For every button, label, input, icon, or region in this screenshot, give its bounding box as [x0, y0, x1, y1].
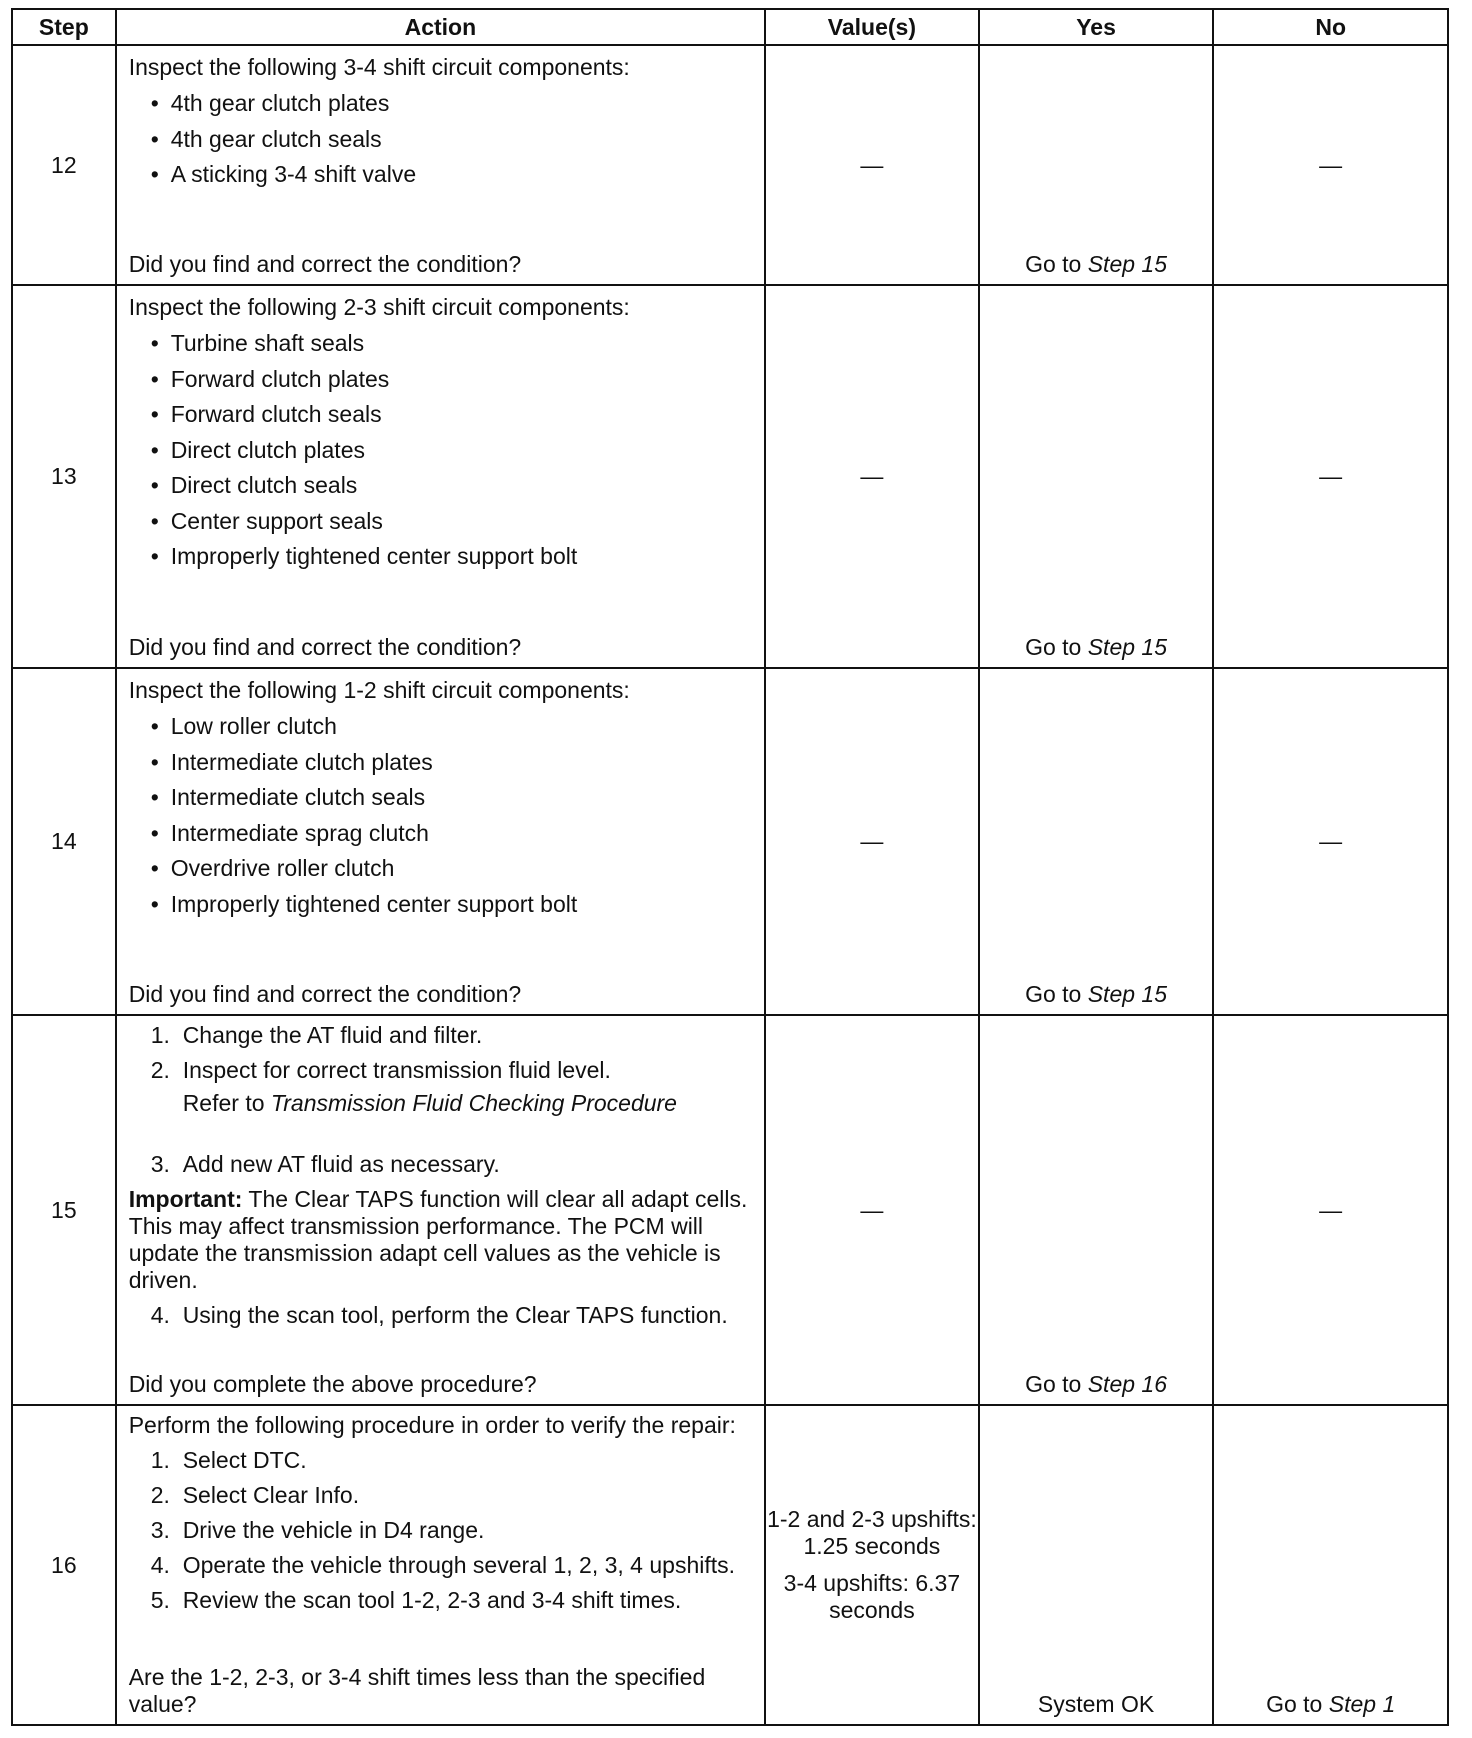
header-action: Action: [116, 9, 765, 45]
goto-prefix: Go to: [1025, 634, 1082, 660]
no-cell: —: [1213, 285, 1448, 668]
goto-prefix: Go to: [1025, 251, 1082, 277]
action-question: Did you find and correct the condition?: [128, 634, 522, 660]
item-text: Add new AT fluid as necessary.: [182, 1151, 500, 1177]
goto-prefix: Go to: [1025, 1371, 1082, 1397]
table-row: [12, 285, 1448, 668]
component-list: [129, 709, 754, 922]
yes-cell: [979, 285, 1214, 668]
no-cell: —: [1213, 668, 1448, 1015]
header-no: No: [1213, 9, 1448, 45]
list-item: [151, 1302, 754, 1329]
item-text: Select Clear Info.: [182, 1482, 360, 1508]
action-intro: Inspect the following 1-2 shift circuit components:: [128, 677, 630, 703]
action-cell: [116, 45, 765, 285]
action-cell: [116, 285, 765, 668]
yes-cell: [979, 45, 1214, 285]
procedure-list: [129, 1022, 754, 1117]
item-text: Review the scan tool 1-2, 2-3 and 3-4 shift times.: [182, 1587, 682, 1613]
item-text: Operate the vehicle through several 1, 2, 3, 4 upshifts.: [182, 1552, 736, 1578]
step-number: 12: [12, 45, 116, 285]
goto-prefix: Go to: [1266, 1691, 1323, 1717]
list-item: • Low roller clutch: [151, 709, 754, 745]
spec-values: [766, 1506, 978, 1624]
action-cell: [116, 1015, 765, 1405]
step-number: 13: [12, 285, 116, 668]
action-question: Did you find and correct the condition?: [128, 981, 522, 1007]
item-text: Inspect for correct transmission fluid level.: [182, 1057, 611, 1083]
list-item: • 4th gear clutch plates: [151, 86, 754, 122]
list-item: • Forward clutch seals: [151, 397, 754, 433]
action-cell: [116, 668, 765, 1015]
list-item: [151, 1022, 754, 1049]
no-cell: —: [1213, 45, 1448, 285]
item-number: 3.: [150, 1151, 170, 1177]
list-item: • Overdrive roller clutch: [151, 851, 754, 887]
reference-link: Transmission Fluid Checking Procedure: [270, 1090, 677, 1116]
item-text: Select DTC.: [182, 1447, 307, 1473]
header-step: Step: [12, 9, 116, 45]
list-item: [151, 1552, 754, 1579]
list-item: • Forward clutch plates: [151, 362, 754, 398]
value-cell: —: [765, 1015, 979, 1405]
action-intro: Perform the following procedure in order to verify the repair:: [128, 1412, 736, 1438]
yes-goto: [1025, 251, 1167, 277]
item-number: 1.: [150, 1022, 170, 1048]
step-reference: Step 15: [1087, 634, 1168, 660]
list-item: • 4th gear clutch seals: [151, 122, 754, 158]
step-number: 15: [12, 1015, 116, 1405]
table-row: [12, 668, 1448, 1015]
item-number: 5.: [150, 1587, 170, 1613]
list-item: • Intermediate sprag clutch: [151, 816, 754, 852]
value-cell: —: [765, 668, 979, 1015]
diagnostic-table: [11, 8, 1449, 1726]
list-item: • Direct clutch plates: [151, 433, 754, 469]
action-question: Did you find and correct the condition?: [128, 251, 522, 277]
header-yes: Yes: [979, 9, 1214, 45]
step-number: 16: [12, 1405, 116, 1725]
table-row: [12, 45, 1448, 285]
list-item: [151, 1482, 754, 1509]
component-list: [129, 326, 754, 575]
list-item: • Improperly tightened center support bolt: [151, 539, 754, 575]
header-values: Value(s): [765, 9, 979, 45]
spec-value-1-2-2-3: 1-2 and 2-3 upshifts: 1.25 seconds: [767, 1506, 977, 1559]
spec-value-3-4: 3-4 upshifts: 6.37 seconds: [783, 1570, 961, 1623]
list-item: • Intermediate clutch seals: [151, 780, 754, 816]
yes-cell: [979, 1015, 1214, 1405]
step-number: 14: [12, 668, 116, 1015]
item-number: 2.: [150, 1482, 170, 1508]
list-item: [151, 1447, 754, 1474]
yes-goto: [1025, 634, 1167, 660]
item-text: Change the AT fluid and filter.: [182, 1022, 483, 1048]
action-cell: [116, 1405, 765, 1725]
value-cell: —: [765, 285, 979, 668]
action-question: Did you complete the above procedure?: [128, 1371, 537, 1397]
goto-prefix: Go to: [1025, 981, 1082, 1007]
step-reference: Step 16: [1087, 1371, 1168, 1397]
item-number: 2.: [150, 1057, 170, 1083]
yes-goto: [1025, 981, 1167, 1007]
value-cell: [765, 1405, 979, 1725]
list-item: • Intermediate clutch plates: [151, 745, 754, 781]
no-cell: —: [1213, 1015, 1448, 1405]
diagnostic-table-sheet: [11, 8, 1449, 1726]
table-row: [12, 1405, 1448, 1725]
list-item: • A sticking 3-4 shift valve: [151, 157, 754, 193]
important-note: [129, 1186, 754, 1294]
procedure-list: [129, 1151, 754, 1178]
action-intro: Inspect the following 3-4 shift circuit components:: [128, 54, 630, 80]
list-item: [151, 1517, 754, 1544]
reference-prefix: Refer to: [182, 1090, 265, 1116]
action-question: Are the 1-2, 2-3, or 3-4 shift times less than the specified value?: [128, 1664, 706, 1717]
step-reference: Step 15: [1087, 981, 1168, 1007]
value-cell: —: [765, 45, 979, 285]
list-item: [151, 1057, 754, 1117]
table-row: [12, 1015, 1448, 1405]
item-number: 4.: [150, 1302, 170, 1328]
step-reference: Step 15: [1087, 251, 1168, 277]
list-item: [151, 1151, 754, 1178]
no-goto: [1266, 1691, 1395, 1717]
list-item: • Direct clutch seals: [151, 468, 754, 504]
item-text: Using the scan tool, perform the Clear TAPS function.: [182, 1302, 728, 1328]
reference-line: [183, 1090, 754, 1117]
item-text: Drive the vehicle in D4 range.: [182, 1517, 485, 1543]
no-cell: [1213, 1405, 1448, 1725]
list-item: • Turbine shaft seals: [151, 326, 754, 362]
procedure-list: [129, 1447, 754, 1614]
header-row: [12, 9, 1448, 45]
yes-cell: [979, 668, 1214, 1015]
action-intro: Inspect the following 2-3 shift circuit components:: [128, 294, 630, 320]
list-item: • Center support seals: [151, 504, 754, 540]
important-label: Important:: [128, 1186, 243, 1212]
list-item: [151, 1587, 754, 1614]
list-item: • Improperly tightened center support bolt: [151, 887, 754, 923]
component-list: [129, 86, 754, 193]
item-number: 1.: [150, 1447, 170, 1473]
step-reference: Step 1: [1328, 1691, 1396, 1717]
procedure-list: [129, 1302, 754, 1329]
important-text: The Clear TAPS function will clear all adapt cells. This may affect transmission performance. The PCM will update the transmission adapt cell values as the vehicle is driven.: [128, 1186, 748, 1293]
yes-cell: System OK: [979, 1405, 1214, 1725]
yes-goto: [1025, 1371, 1167, 1397]
item-number: 3.: [150, 1517, 170, 1543]
item-number: 4.: [150, 1552, 170, 1578]
